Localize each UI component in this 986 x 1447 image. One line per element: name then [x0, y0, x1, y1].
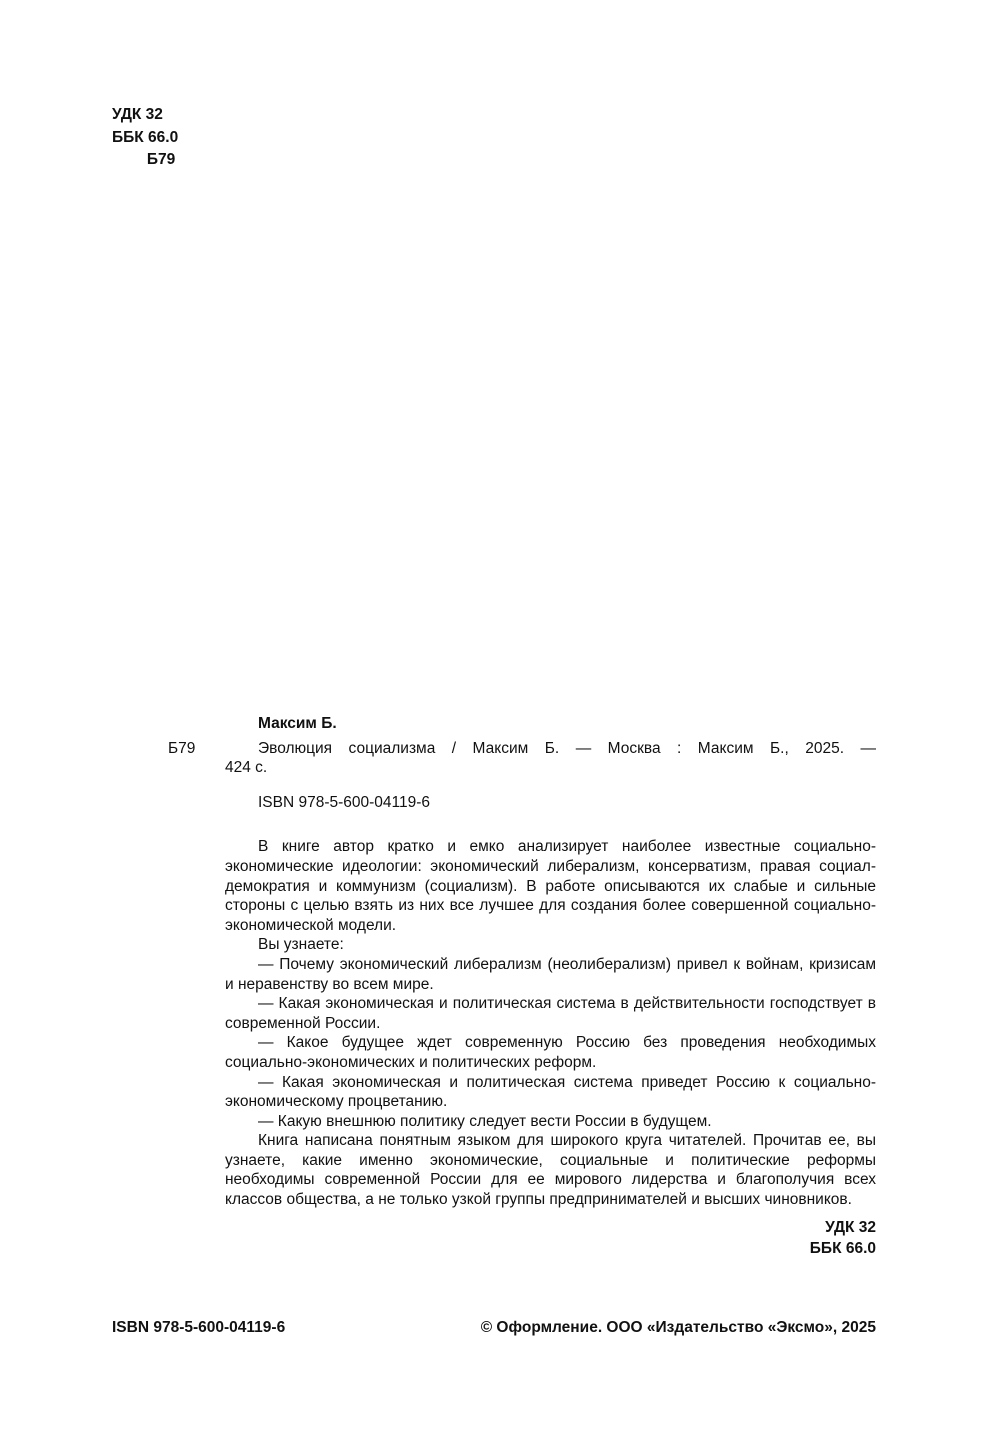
catalog-entry	[168, 739, 876, 778]
footer-isbn: ISBN 978-5-600-04119-6	[112, 1319, 286, 1336]
b79-code: Б79	[146, 151, 176, 168]
entry-b79-code: Б79	[168, 739, 196, 757]
footer-copyright: © Оформление. ООО «Издательство «Эксмо», 2025	[480, 1319, 876, 1336]
udk-code: УДК 32	[112, 106, 163, 123]
bullet-item: — Какую внешнюю политику следует вести России в будущем.	[258, 1112, 712, 1130]
bottom-codes-block	[225, 1217, 876, 1260]
closing-paragraph: Книга написана понятным языком для широкого круга читателей. Прочитав ее, вы узнаете, какие именно экономические, социальные и политические реформы необходимы современной России для ее мирового лидерства и благополучия всех классов общества, а не только узкой группы предпринимателей и высших чиновников.	[225, 1132, 876, 1209]
author-line: Максим Б.	[258, 715, 337, 732]
bullet-item: — Какая экономическая и политическая система в действительности господствует в современной России.	[225, 995, 876, 1032]
top-codes-block	[112, 104, 178, 172]
bbk-code: ББК 66.0	[112, 128, 179, 146]
bullet-item: — Какое будущее ждет современную Россию без проведения необходимых социально-экономических и политических реформ.	[225, 1034, 876, 1071]
catalog-entry-line2: 424 с.	[225, 759, 268, 777]
udk-code-bottom: УДК 32	[825, 1218, 876, 1236]
footer	[112, 1318, 876, 1338]
bullet-item: — Почему экономический либерализм (неолиберализм) привел к войнам, кризисам и неравенству во всем мире.	[225, 955, 876, 993]
bbk-code-bottom: ББК 66.0	[809, 1240, 876, 1258]
annotation-paragraph: В книге автор кратко и емко анализирует наиболее известные социально-экономические идеологии: экономический либерализм, консерватизм, правая социал-демократия и коммунизм (социализм). В работе описываются их слабые и сильные стороны с целью взять из них все лучшее для создания более совершенной социально-экономической модели.	[225, 838, 876, 934]
lead-in-line: Вы узнаете:	[258, 936, 344, 954]
annotation-block	[225, 837, 876, 1209]
bullet-item: — Какая экономическая и политическая система приведет Россию к социально-экономическому процветанию.	[225, 1073, 876, 1111]
catalog-entry-line1: Эволюция социализма / Максим Б. — Москва : Максим Б., 2025. —	[258, 739, 876, 757]
main-content	[168, 714, 876, 1260]
isbn-line: ISBN 978-5-600-04119-6	[258, 793, 431, 811]
